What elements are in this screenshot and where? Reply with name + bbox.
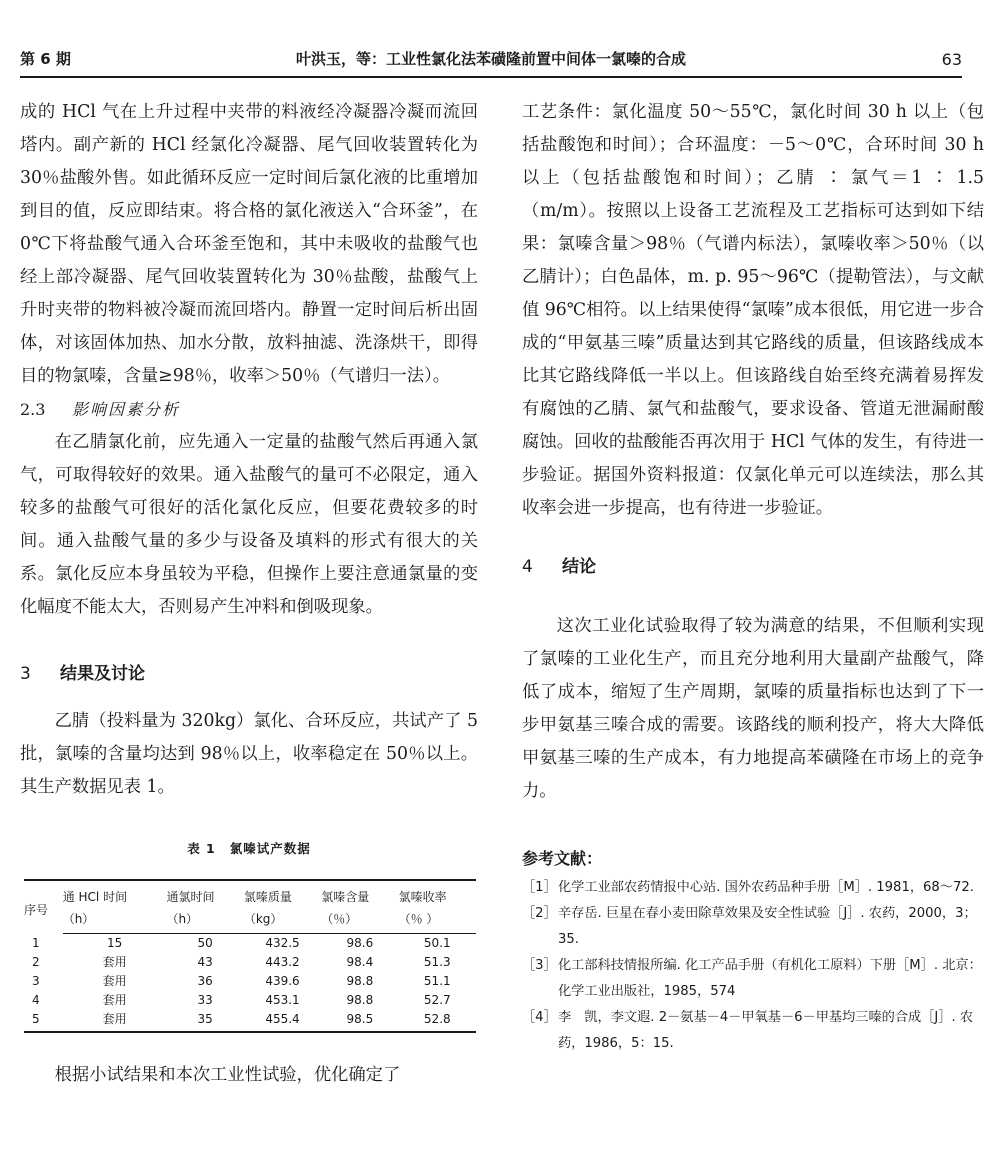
section-title: 结果及讨论: [60, 664, 145, 684]
table-cell: 439.6: [265, 974, 300, 988]
table-cell: 50: [197, 936, 213, 950]
table-row: [24, 972, 476, 991]
paragraph: 工艺条件：氯化温度 50～55℃，氯化时间 30 h 以上（包括盐酸饱和时间）；合环温度：－5～0℃，合环时间 30 h 以上（包括盐酸饱和时间）；乙腈 ∶ 氯气＝1 ∶ 1.5（m/m）。按照以上设备工艺流程及工艺指标可达到如下结果：氯嗪含量＞98％（气谱内标法），氯嗪收率＞50％（以乙腈计）；白色晶体，m. p. 95～96℃（提勒管法），与文献值 96℃相符。以上结果使得“氯嗪”成本很低，用它进一步合成的“甲氨基三嗪”质量达到其它路线的质量，但该路线成本比其它路线降低一半以上。但该路线自始至终充满着易挥发有腐蚀的乙腈、氯气和盐酸气，要求设备、管道无泄漏耐酸腐蚀。回收的盐酸能否再次用于 HCl 气体的发生，有待进一步验证。据国外资料报道：仅氯化单元可以连续法，那么其收率会进一步提高，也有待进一步验证。: [522, 102, 984, 518]
table-row: [24, 991, 476, 1010]
left-column: [20, 96, 478, 1092]
table-cell: 1: [32, 935, 40, 950]
table-cell: 98.8: [346, 993, 374, 1007]
table-title: 氯嗪试产数据: [229, 841, 311, 856]
table-cell: 98.4: [346, 955, 374, 969]
reference-text: 化工部科技情报所编. 化工产品手册（有机化工原料）下册［M］. 北京：化学工业出版社，1985，574: [558, 958, 982, 999]
col-header: 氯嗪质量: [244, 880, 321, 907]
table-cell: 453.1: [265, 993, 300, 1007]
section-number: 2.3: [20, 400, 46, 419]
col-header: 氯嗪收率: [399, 880, 476, 907]
paragraph: 乙腈（投料量为 320kg）氯化、合环反应，共试产了 5 批，氯嗪的含量均达到 98％以上，收率稳定在 50％以上。其生产数据见表 1。: [20, 711, 478, 797]
table-cell: 455.4: [244, 1010, 321, 1032]
reference-number: ［2］: [522, 906, 557, 921]
table-cell: 套用: [102, 974, 127, 988]
col-unit: （kg）: [244, 907, 321, 934]
table-cell: 5: [24, 1010, 63, 1032]
table-cell: 4: [32, 993, 40, 1007]
references-list: [522, 875, 984, 1057]
table-cell: 15: [106, 936, 123, 950]
col-unit: （％ ）: [399, 907, 476, 934]
section-number: 3: [20, 664, 31, 684]
table-cell: 98.6: [346, 936, 374, 950]
paragraph: 这次工业化试验取得了较为满意的结果，不但顺利实现了氯嗪的工业化生产，而且充分地利用大量副产盐酸气，降低了成本，缩短了生产周期，氯嗪的质量指标也达到了下一步甲氨基三嗪合成的需要。该路线的顺利投产，将大大降低甲氨基三嗪的生产成本，有力地提高苯磺隆在市场上的竞争力。: [522, 616, 984, 801]
table-cell: 2: [32, 955, 40, 969]
section-2-3-heading: [20, 393, 478, 426]
reference-text: 辛存岳. 巨星在春小麦田除草效果及安全性试验［J］. 农药，2000，3；35.: [558, 906, 977, 947]
table-cell: 套用: [102, 993, 127, 1007]
table-cell: 51.3: [423, 955, 451, 969]
running-title: 叶洪玉，等：工业性氯化法苯磺隆前置中间体一氯嗪的合成: [295, 50, 686, 68]
issue-number: 第 6 期: [20, 50, 71, 68]
reference-item: [522, 901, 984, 953]
reference-text: 化学工业部农药情报中心站. 国外农药品种手册［M］. 1981，68～72.: [558, 880, 974, 895]
section-title: 结论: [562, 557, 596, 577]
reference-number: ［1］: [522, 880, 557, 895]
table-cell: 432.5: [265, 936, 300, 950]
reference-number: ［3］: [522, 958, 557, 973]
table-row: [24, 1010, 476, 1032]
col-header: 氯嗪含量: [321, 880, 398, 907]
table-cell: 98.5: [321, 1010, 398, 1032]
col-header: 通氯时间: [166, 880, 243, 907]
table-row: [24, 953, 476, 972]
running-header: [20, 42, 962, 78]
reference-item: [522, 953, 984, 1005]
col-header-no: 序号: [24, 880, 63, 934]
page-number: 63: [941, 50, 962, 69]
col-header: 通 HCl 时间: [63, 880, 167, 907]
table-cell: 35: [166, 1010, 243, 1032]
table-cell: 443.2: [265, 955, 300, 969]
section-3-heading: [20, 658, 478, 691]
section-4-heading: [522, 551, 984, 584]
table-cell: 3: [32, 974, 40, 988]
table-cell: 52.8: [399, 1010, 476, 1032]
table-cell: 52.7: [423, 993, 451, 1007]
table-cell: 套用: [63, 1010, 167, 1032]
paragraph: 在乙腈氯化前，应先通入一定量的盐酸气然后再通入氯气，可取得较好的效果。通入盐酸气的量可不必限定，通入较多的盐酸气可很好的活化氯化反应，但要花费较多的时间。通入盐酸气量的多少与设备及填料的形式有很大的关系。氯化反应本身虽较为平稳，但操作上要注意通氯量的变化幅度不能太大，否则易产生冲料和倒吸现象。: [20, 432, 478, 617]
table-cell: 43: [197, 955, 213, 969]
table-cell: 50.1: [423, 936, 451, 950]
col-unit: （h）: [63, 907, 167, 934]
reference-item: [522, 875, 984, 901]
reference-item: [522, 1005, 984, 1057]
reference-number: ［4］: [522, 1010, 557, 1025]
paragraph: 根据小试结果和本次工业性试验，优化确定了: [54, 1065, 401, 1085]
table-cell: 51.1: [423, 974, 451, 988]
section-title: 影响因素分析: [72, 400, 181, 419]
table-cell: 36: [197, 974, 213, 988]
data-table: [24, 879, 476, 1033]
reference-text: 李 凯，李文遐. 2－氨基－4－甲氧基－6－甲基均三嗪的合成［J］. 农药，1986，5：15.: [558, 1010, 974, 1051]
table-number: 表 1: [187, 841, 216, 856]
col-unit: （％）: [321, 907, 398, 934]
table-caption: [20, 832, 478, 865]
right-column: [522, 96, 984, 1057]
table-cell: 33: [197, 993, 213, 1007]
section-number: 4: [522, 557, 533, 577]
table-row: [24, 934, 476, 954]
paragraph: 成的 HCl 气在上升过程中夹带的料液经冷凝器冷凝而流回塔内。副产新的 HCl 经氯化冷凝器、尾气回收装置转化为 30％盐酸外售。如此循环反应一定时间后氯化液的比重增加到目的值，反应即结束。将合格的氯化液送入“合环釜”，在 0℃下将盐酸气通入合环釜至饱和，其中未吸收的盐酸气也经上部冷凝器、尾气回收装置转化为 30％盐酸，盐酸气上升时夹带的物料被冷凝而流回塔内。静置一定时间后析出固体，对该固体加热、加水分散，放料抽滤、洗涤烘干，即得目的物氯嗪，含量≥98％，收率＞50％（气谱归一法）。: [20, 102, 478, 386]
table-cell: 套用: [102, 955, 127, 969]
references-heading: 参考文献：: [522, 849, 603, 868]
col-unit: （h）: [166, 907, 243, 934]
table-cell: 98.8: [346, 974, 374, 988]
